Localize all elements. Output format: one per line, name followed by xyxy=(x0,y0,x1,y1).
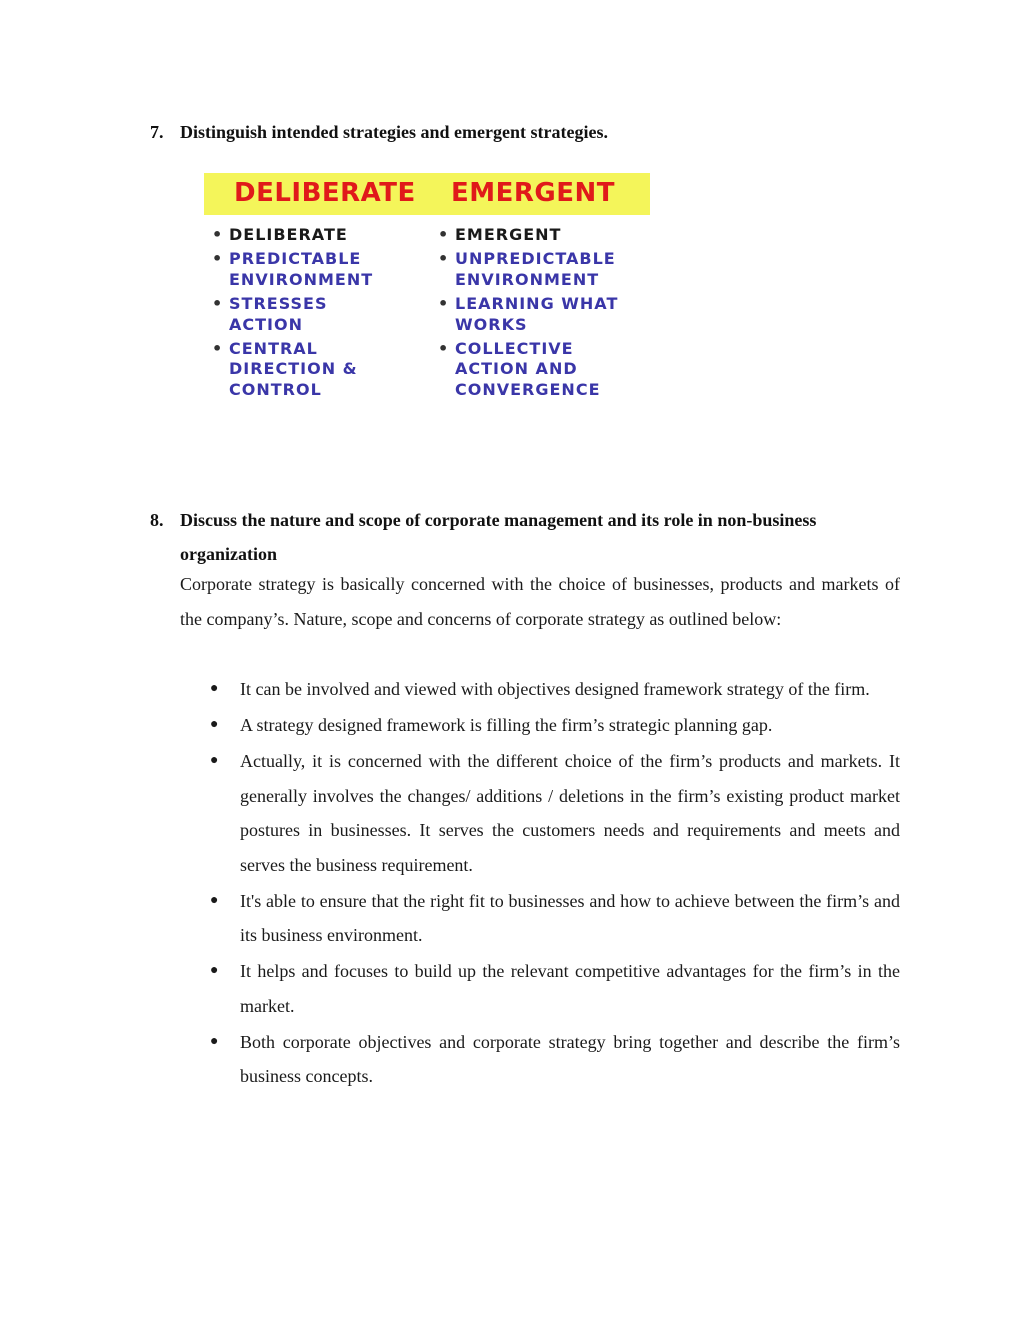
bullet-icon: ● xyxy=(210,753,219,768)
figure-column-deliberate xyxy=(210,225,373,404)
figure-item-text: DELIBERATE xyxy=(229,225,348,244)
figure-list-item xyxy=(436,225,618,245)
bullet-dot: • xyxy=(212,225,224,244)
question-8-intro-paragraph: Corporate strategy is basically concerned with the choice of businesses, products and markets of the company’s. Nature, scope and concerns of corporate strategy as outlined below: xyxy=(180,574,900,629)
figure-column-emergent xyxy=(436,225,618,404)
figure-list-item xyxy=(436,339,618,400)
question-7-heading xyxy=(150,122,608,143)
deliberate-emergent-figure xyxy=(204,173,650,403)
figure-list-item xyxy=(436,294,618,335)
list-item xyxy=(210,708,900,743)
list-item-text: Actually, it is concerned with the different choice of the firm’s products and markets. It generally involves the changes/ additions / deletions in the firm’s existing product market postures in businesses. It serves the customers needs and requirements and meets and serves the business requirement. xyxy=(240,751,900,875)
bullet-dot: • xyxy=(212,339,224,359)
list-item xyxy=(210,954,900,1023)
figure-list-item xyxy=(210,249,373,290)
figure-list-item xyxy=(210,225,373,245)
list-item xyxy=(210,744,900,882)
bullet-dot: • xyxy=(438,225,450,244)
figure-item-text: STRESSES ACTION xyxy=(229,294,328,334)
bullet-icon: ● xyxy=(210,717,219,732)
bullet-dot: • xyxy=(438,294,450,314)
figure-item-text: COLLECTIVE ACTION AND CONVERGENCE xyxy=(455,339,601,399)
figure-header-emergent: EMERGENT xyxy=(451,178,616,208)
figure-header-band xyxy=(204,173,650,215)
list-item-text: It can be involved and viewed with objectives designed framework strategy of the firm. xyxy=(240,679,870,699)
list-item xyxy=(210,884,900,953)
figure-list-item xyxy=(210,294,373,335)
bullet-icon: ● xyxy=(210,681,219,696)
figure-item-text: PREDICTABLE ENVIRONMENT xyxy=(229,249,374,289)
bullet-icon: ● xyxy=(210,1033,219,1049)
question-8-bullet-list xyxy=(210,672,900,1095)
figure-header-deliberate: DELIBERATE xyxy=(234,178,416,208)
question-7-title: Distinguish intended strategies and emergent strategies. xyxy=(180,122,608,142)
bullet-dot: • xyxy=(438,339,450,359)
bullet-dot: • xyxy=(212,294,224,314)
question-8-heading xyxy=(150,503,900,571)
bullet-icon: ● xyxy=(210,892,219,908)
question-8-title: Discuss the nature and scope of corporate management and its role in non-business organization xyxy=(180,510,817,564)
list-item xyxy=(210,1025,900,1094)
figure-list-item xyxy=(210,339,373,400)
figure-list-item xyxy=(436,249,618,290)
figure-item-text: EMERGENT xyxy=(455,225,562,244)
figure-item-text: UNPREDICTABLE ENVIRONMENT xyxy=(455,249,616,289)
list-item xyxy=(210,672,900,707)
list-item-text: Both corporate objectives and corporate strategy bring together and describe the firm’s business concepts. xyxy=(240,1031,900,1086)
bullet-icon: ● xyxy=(210,963,219,978)
question-8-number: 8. xyxy=(150,510,164,530)
figure-item-text: LEARNING WHAT WORKS xyxy=(455,294,619,334)
question-7-number: 7. xyxy=(150,122,164,142)
list-item-text: It's able to ensure that the right fit to businesses and how to achieve between the firm’s and its business environment. xyxy=(240,890,900,945)
list-item-text: It helps and focuses to build up the relevant competitive advantages for the firm’s in the market. xyxy=(240,961,900,1016)
figure-item-text: CENTRAL DIRECTION & CONTROL xyxy=(229,339,358,399)
list-item-text: A strategy designed framework is filling the firm’s strategic planning gap. xyxy=(240,715,773,735)
bullet-dot: • xyxy=(438,249,450,269)
bullet-dot: • xyxy=(212,249,224,269)
